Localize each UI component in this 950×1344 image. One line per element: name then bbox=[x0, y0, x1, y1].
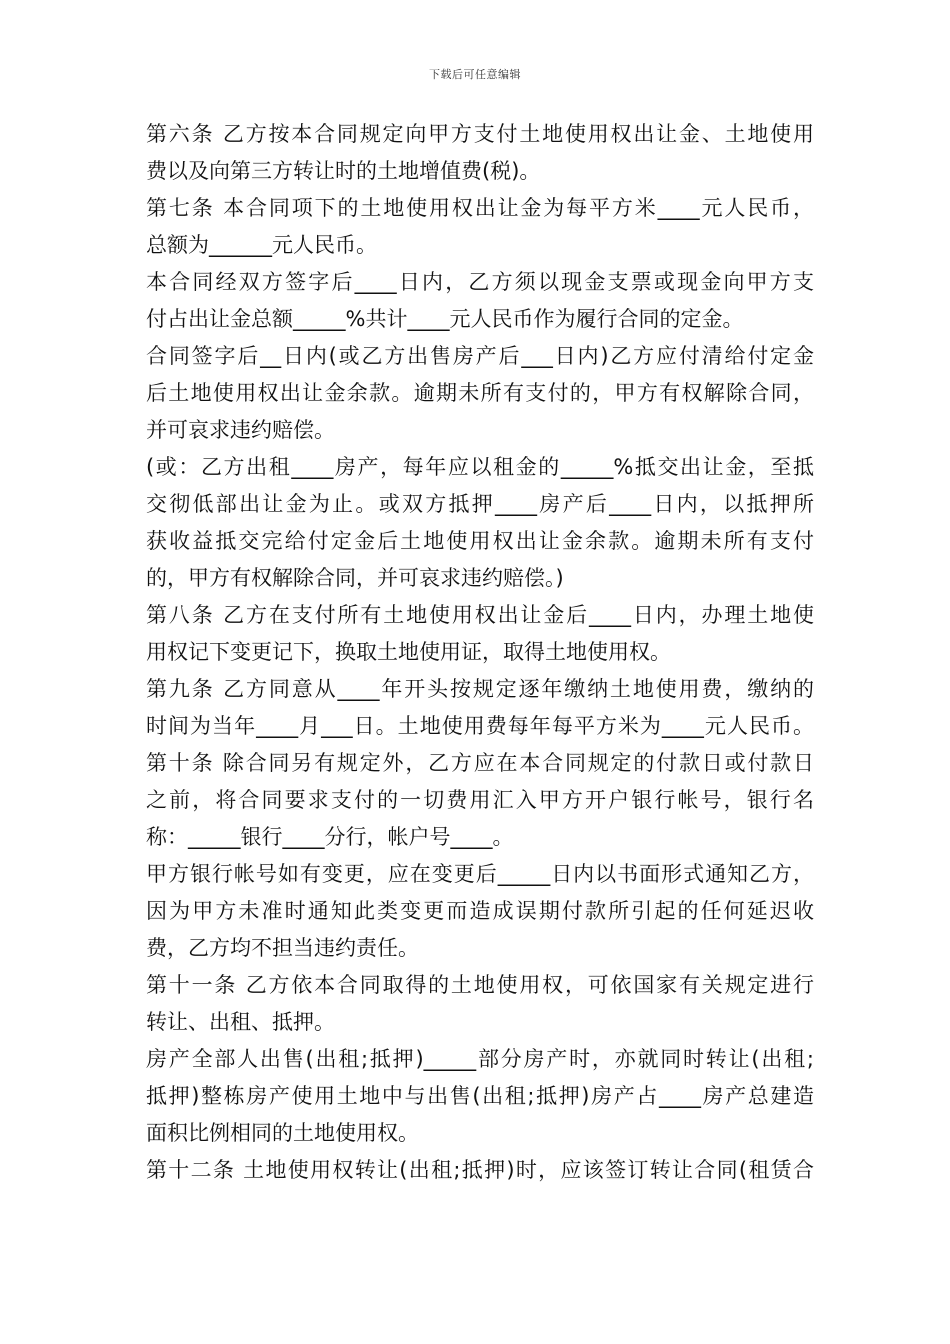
text-line: 面积比例相同的土地使用权。 bbox=[146, 1121, 419, 1145]
text-line: 因为甲方未准时通知此类变更而造成误期付款所引起的任何延迟收 bbox=[146, 899, 814, 923]
text-line: 本合同经双方签字后____日内，乙方须以现金支票或现金向甲方支 bbox=[146, 270, 814, 294]
text-line: 第十二条 土地使用权转让(出租;抵押)时，应该签订转让合同(租赁合 bbox=[146, 1158, 814, 1182]
text-line: 之前，将合同要求支付的一切费用汇入甲方开户银行帐号，银行名 bbox=[146, 788, 814, 812]
text-line: 用权记下变更记下，换取土地使用证，取得土地使用权。 bbox=[146, 640, 671, 664]
text-line: 第九条 乙方同意从____年开头按规定逐年缴纳土地使用费，缴纳的 bbox=[146, 677, 814, 701]
text-line: 的，甲方有权解除合同，并可哀求违约赔偿。) bbox=[146, 566, 564, 590]
text-line: 费，乙方均不担当违约责任。 bbox=[146, 936, 419, 960]
text-line: 后土地使用权出让金余款。逾期未所有支付的，甲方有权解除合同， bbox=[146, 381, 814, 405]
text-line: 第八条 乙方在支付所有土地使用权出让金后____日内，办理土地使 bbox=[146, 603, 814, 627]
text-line: 第七条 本合同项下的土地使用权出让金为每平方米____元人民币， bbox=[146, 196, 814, 220]
text-line: (或：乙方出租____房产，每年应以租金的_____%抵交出让金，至抵 bbox=[146, 455, 814, 479]
text-line: 第十一条 乙方依本合同取得的土地使用权，可依国家有关规定进行 bbox=[146, 973, 814, 997]
text-line: 合同签字后__日内(或乙方出售房产后___日内)乙方应付清给付定金 bbox=[146, 344, 814, 368]
text-line: 转让、出租、抵押。 bbox=[146, 1010, 335, 1034]
text-line: 总额为______元人民币。 bbox=[146, 233, 377, 257]
text-line: 房产全部人出售(出租;抵押)_____部分房产时，亦就同时转让(出租; bbox=[146, 1047, 814, 1071]
text-line: 抵押)整栋房产使用土地中与出售(出租;抵押)房产占____房产总建造 bbox=[146, 1084, 814, 1108]
text-line: 第六条 乙方按本合同规定向甲方支付土地使用权出让金、土地使用 bbox=[146, 122, 814, 146]
text-line: 第十条 除合同另有规定外，乙方应在本合同规定的付款日或付款日 bbox=[146, 751, 814, 775]
text-line: 交彻低部出让金为止。或双方抵押____房产后____日内，以抵押所 bbox=[146, 492, 814, 516]
text-line: 并可哀求违约赔偿。 bbox=[146, 418, 335, 442]
document-body bbox=[146, 116, 814, 1189]
text-line: 获收益抵交完给付定金后土地使用权出让金余款。逾期未所有支付 bbox=[146, 529, 814, 553]
text-line: 付占出让金总额_____%共计____元人民币作为履行合同的定金。 bbox=[146, 307, 744, 331]
text-line: 费以及向第三方转让时的土地增值费(税)。 bbox=[146, 159, 541, 183]
text-line: 时间为当年____月___日。土地使用费每年每平方米为____元人民币。 bbox=[146, 714, 814, 738]
text-line: 称：_____银行____分行，帐户号____。 bbox=[146, 825, 514, 849]
page-header: 下载后可任意编辑 bbox=[429, 68, 521, 81]
text-line: 甲方银行帐号如有变更，应在变更后_____日内以书面形式通知乙方， bbox=[146, 862, 814, 886]
